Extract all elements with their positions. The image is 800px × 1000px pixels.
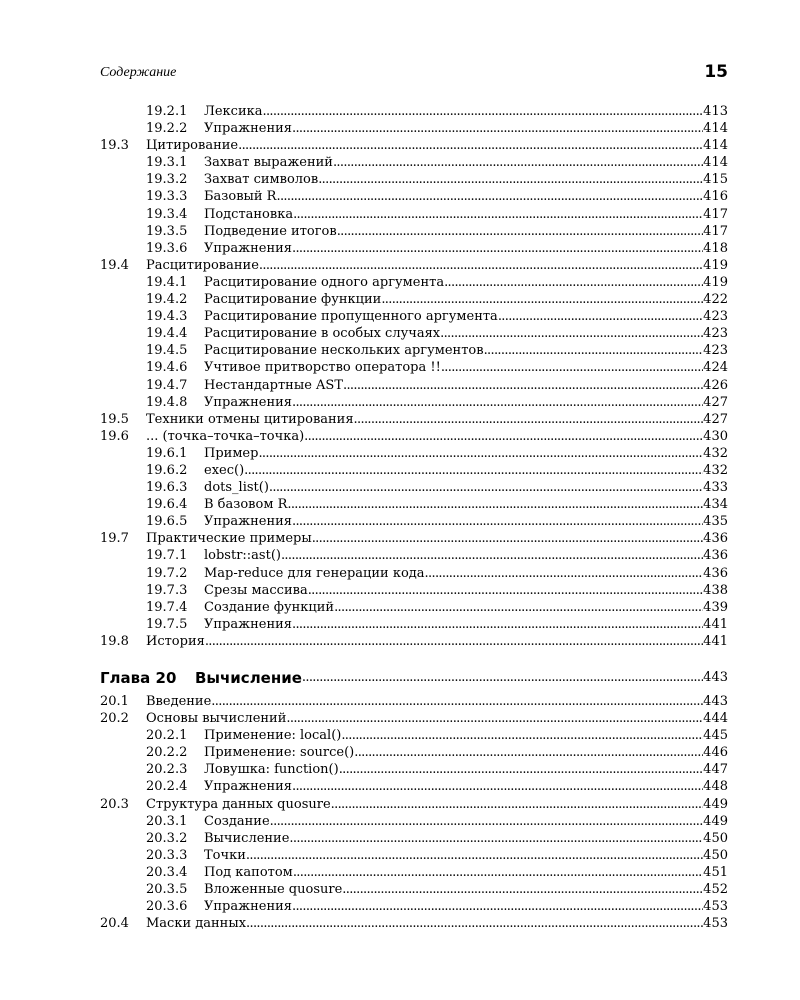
toc-entry-page: 432 bbox=[703, 445, 728, 461]
toc-entry-page: 452 bbox=[703, 882, 728, 898]
toc-entry-number: 19.3.2 bbox=[146, 172, 188, 188]
toc-entry-number: 19.3.5 bbox=[146, 223, 188, 239]
toc-entry[interactable] bbox=[100, 479, 728, 496]
toc-entry-page: 441 bbox=[703, 616, 728, 632]
toc-entry-title: Практические примеры bbox=[146, 531, 312, 547]
toc-entry-title: Расцитирование функции bbox=[204, 292, 382, 308]
toc-entry-page: 423 bbox=[703, 309, 728, 325]
toc-entry-page: 436 bbox=[703, 531, 728, 547]
dot-leader bbox=[211, 693, 703, 710]
toc-entry-number: 19.3.6 bbox=[146, 240, 188, 256]
toc-entry-number: 19.3 bbox=[100, 138, 129, 154]
toc-entry-page: 417 bbox=[703, 206, 728, 222]
toc-entry-line bbox=[146, 915, 728, 932]
toc-entry-page: 446 bbox=[703, 745, 728, 761]
toc-entry-line bbox=[204, 445, 728, 462]
toc-entry-page: 414 bbox=[703, 121, 728, 137]
toc-entry-title: Упражнения bbox=[204, 779, 292, 795]
toc-entry-number: 20.3.6 bbox=[146, 899, 188, 915]
toc-entry-page: 426 bbox=[703, 377, 728, 393]
toc-entry[interactable] bbox=[100, 462, 728, 479]
toc-entry-title: Нестандартные AST bbox=[204, 377, 343, 393]
toc-entry-line bbox=[204, 830, 728, 847]
toc-entry[interactable] bbox=[100, 394, 728, 411]
toc-entry-line bbox=[204, 761, 728, 778]
toc-entry-page: 451 bbox=[703, 864, 728, 880]
page-number: 15 bbox=[704, 62, 728, 82]
toc-entry-page: 424 bbox=[703, 360, 728, 376]
toc-entry-number: 20.3.3 bbox=[146, 847, 188, 863]
toc-entry[interactable] bbox=[100, 565, 728, 582]
toc-entry[interactable] bbox=[100, 206, 728, 223]
toc-entry-line bbox=[204, 274, 728, 291]
toc-entry-number: 20.4 bbox=[100, 916, 129, 932]
toc-entry[interactable] bbox=[100, 240, 728, 257]
dot-leader bbox=[337, 223, 703, 240]
dot-leader bbox=[308, 582, 703, 599]
toc-entry-line bbox=[146, 710, 728, 727]
toc-entry-page: 448 bbox=[703, 779, 728, 795]
toc-entry-page: 436 bbox=[703, 565, 728, 581]
toc-entry-line bbox=[204, 462, 728, 479]
toc-entry-page: 445 bbox=[703, 728, 728, 744]
toc-entry-line bbox=[204, 206, 728, 223]
toc-entry-title: Техники отмены цитирования bbox=[146, 411, 354, 427]
toc-entry[interactable] bbox=[100, 223, 728, 240]
toc-entry-line bbox=[204, 325, 728, 342]
toc-entry-number: 19.4.8 bbox=[146, 394, 188, 410]
toc-entry-line bbox=[195, 667, 728, 689]
toc-entry-number: 19.4.4 bbox=[146, 326, 188, 342]
toc-entry-number: 19.5 bbox=[100, 411, 129, 427]
toc-entry-title: Map-reduce для генерации кода bbox=[204, 565, 425, 581]
toc-entry-line bbox=[204, 291, 728, 308]
toc-entry-number: 20.2.3 bbox=[146, 762, 188, 778]
toc-entry-title: Лексика bbox=[204, 104, 263, 119]
toc-entry-number: 19.7.5 bbox=[146, 616, 188, 632]
dot-leader bbox=[286, 710, 703, 727]
toc-entry[interactable] bbox=[100, 137, 728, 154]
toc-entry-line bbox=[204, 864, 728, 881]
dot-leader bbox=[292, 616, 703, 633]
dot-leader bbox=[302, 667, 703, 689]
toc-entry[interactable] bbox=[100, 898, 728, 915]
running-title: Содержание bbox=[100, 65, 177, 80]
toc-entry-page: 418 bbox=[703, 240, 728, 256]
dot-leader bbox=[292, 240, 703, 257]
toc-entry-page: 434 bbox=[703, 497, 728, 513]
toc-entry-number: 20.3.2 bbox=[146, 830, 188, 846]
toc-entry-number: 20.2.1 bbox=[146, 728, 188, 744]
toc-entry[interactable] bbox=[100, 359, 728, 376]
toc-entry-page: 441 bbox=[703, 633, 728, 649]
toc-entry-number: 19.4.2 bbox=[146, 292, 188, 308]
toc-entry[interactable] bbox=[100, 796, 728, 813]
toc-entry-line bbox=[204, 377, 728, 394]
toc-entry[interactable] bbox=[100, 778, 728, 795]
toc-entry-page: 439 bbox=[703, 599, 728, 615]
toc-entry[interactable] bbox=[100, 582, 728, 599]
toc-entry-title: ... (точка–точка–точка) bbox=[146, 428, 305, 444]
toc-entry-number: 20.2.4 bbox=[146, 779, 188, 795]
toc-entry[interactable] bbox=[100, 693, 728, 710]
toc-entry-title: Создание bbox=[204, 813, 270, 829]
toc-entry-number: 19.8 bbox=[100, 633, 129, 649]
toc-entry-line bbox=[146, 693, 728, 710]
toc-entry-title: Вложенные quosure bbox=[204, 882, 343, 898]
dot-leader bbox=[342, 881, 703, 898]
toc-entry-number: 19.2.1 bbox=[146, 104, 188, 119]
dot-leader bbox=[333, 154, 703, 171]
toc-entry-title: Базовый R bbox=[204, 189, 277, 205]
page-header bbox=[100, 62, 728, 86]
toc-entry-line bbox=[204, 727, 728, 744]
dot-leader bbox=[354, 411, 704, 428]
chapter-title: Вычисление bbox=[195, 669, 302, 687]
toc-entry[interactable] bbox=[100, 513, 728, 530]
toc-entry[interactable] bbox=[100, 496, 728, 513]
toc-entry-title: Упражнения bbox=[204, 394, 292, 410]
toc-entry-number: 20.3 bbox=[100, 796, 129, 812]
toc-entry-number: 19.7.3 bbox=[146, 582, 188, 598]
toc-section-20 bbox=[100, 693, 728, 932]
dot-leader bbox=[244, 462, 703, 479]
toc-entry-line bbox=[146, 137, 728, 154]
dot-leader bbox=[343, 377, 703, 394]
toc-entry-line bbox=[146, 530, 728, 547]
toc-entry-title: Создание функций bbox=[204, 599, 335, 615]
toc-entry-number: 20.3.1 bbox=[146, 813, 188, 829]
toc-entry-page: 430 bbox=[703, 428, 728, 444]
dot-leader bbox=[292, 394, 703, 411]
toc-entry-number: 19.4.6 bbox=[146, 360, 188, 376]
toc-entry[interactable] bbox=[100, 103, 728, 120]
dot-leader bbox=[289, 830, 703, 847]
toc-entry-line bbox=[204, 240, 728, 257]
toc-entry[interactable] bbox=[100, 342, 728, 359]
toc-entry-title: Упражнения bbox=[204, 514, 292, 530]
toc-entry-line bbox=[204, 223, 728, 240]
toc-entry-number: 19.3.3 bbox=[146, 189, 188, 205]
toc-entry-title: Срезы массива bbox=[204, 582, 308, 598]
toc-entry-title: Расцитирование пропущенного аргумента bbox=[204, 309, 498, 325]
toc-entry-number: 20.1 bbox=[100, 694, 129, 709]
dot-leader bbox=[381, 291, 703, 308]
toc-entry-number: 19.2.2 bbox=[146, 121, 188, 137]
chapter-label: Глава 20 bbox=[100, 669, 177, 687]
toc-entry-number: 19.6.1 bbox=[146, 445, 188, 461]
toc-entry-title: Применение: source() bbox=[204, 745, 355, 761]
dot-leader bbox=[276, 188, 703, 205]
toc-entry-title: Пример bbox=[204, 445, 259, 461]
dot-leader bbox=[246, 847, 703, 864]
toc-entry-title: Упражнения bbox=[204, 240, 292, 256]
dot-leader bbox=[258, 445, 703, 462]
toc-entry-page: 435 bbox=[703, 514, 728, 530]
toc-entry-page: 449 bbox=[703, 813, 728, 829]
dot-leader bbox=[312, 530, 703, 547]
toc-entry-number: 19.4.5 bbox=[146, 343, 188, 359]
toc-entry-page: 438 bbox=[703, 582, 728, 598]
toc-entry-line bbox=[204, 308, 728, 325]
toc-chapter-20[interactable] bbox=[100, 667, 728, 689]
toc-entry[interactable] bbox=[100, 616, 728, 633]
toc-entry-page: 443 bbox=[703, 694, 728, 709]
toc-entry-line bbox=[204, 778, 728, 795]
toc-entry-line bbox=[204, 342, 728, 359]
toc-entry[interactable] bbox=[100, 599, 728, 616]
toc-entry-page: 413 bbox=[703, 104, 728, 119]
toc-entry[interactable] bbox=[100, 727, 728, 744]
toc-entry-line bbox=[204, 813, 728, 830]
dot-leader bbox=[246, 915, 703, 932]
dot-leader bbox=[484, 342, 704, 359]
toc-entry-number: 19.7.4 bbox=[146, 599, 188, 615]
toc-entry-page: 423 bbox=[703, 326, 728, 342]
toc-entry-line bbox=[204, 171, 728, 188]
toc-entry-page: 453 bbox=[703, 916, 728, 932]
toc-entry[interactable] bbox=[100, 847, 728, 864]
toc-entry[interactable] bbox=[100, 411, 728, 428]
toc-entry-number: 19.6.4 bbox=[146, 497, 188, 513]
toc-entry-title: Ловушка: function() bbox=[204, 762, 339, 778]
toc-entry-line bbox=[204, 582, 728, 599]
dot-leader bbox=[339, 761, 703, 778]
dot-leader bbox=[238, 137, 703, 154]
dot-leader bbox=[205, 633, 703, 650]
toc-entry-line bbox=[204, 479, 728, 496]
toc-entry[interactable] bbox=[100, 274, 728, 291]
toc-entry[interactable] bbox=[100, 633, 728, 650]
toc-entry-page: 436 bbox=[703, 548, 728, 564]
toc-entry-title: Точки bbox=[204, 847, 246, 863]
toc-entry-page: 433 bbox=[703, 480, 728, 496]
toc-entry-page: 453 bbox=[703, 899, 728, 915]
toc-entry[interactable] bbox=[100, 120, 728, 137]
toc-entry-title: dots_list() bbox=[204, 480, 269, 496]
toc-entry-page: 427 bbox=[703, 411, 728, 427]
toc-entry-number: 19.7.2 bbox=[146, 565, 188, 581]
toc-entry-number: 19.6.5 bbox=[146, 514, 188, 530]
toc-entry-title: exec() bbox=[204, 462, 245, 478]
toc-entry[interactable] bbox=[100, 428, 728, 445]
dot-leader bbox=[292, 513, 703, 530]
toc-entry-number: 19.6.3 bbox=[146, 480, 188, 496]
dot-leader bbox=[498, 308, 703, 325]
toc-entry-number: 19.7.1 bbox=[146, 548, 188, 564]
toc-entry-title: Вычисление bbox=[204, 830, 290, 846]
toc-entry-line bbox=[204, 496, 728, 513]
toc-entry-number: 19.4 bbox=[100, 257, 129, 273]
toc-entry-page: 414 bbox=[703, 155, 728, 171]
toc-entry-page: 414 bbox=[703, 138, 728, 154]
dot-leader bbox=[293, 206, 703, 223]
dot-leader bbox=[292, 898, 703, 915]
toc-entry-title: Структура данных quosure bbox=[146, 796, 331, 812]
toc-entry-line bbox=[204, 120, 728, 137]
toc-entry-page: 419 bbox=[703, 274, 728, 290]
dot-leader bbox=[281, 547, 703, 564]
toc-entry-page: 417 bbox=[703, 223, 728, 239]
toc-entry-title: Применение: local() bbox=[204, 728, 342, 744]
toc-entry-number: 19.6.2 bbox=[146, 462, 188, 478]
toc-entry-page: 427 bbox=[703, 394, 728, 410]
toc-entry-number: 20.3.5 bbox=[146, 882, 188, 898]
toc-entry[interactable] bbox=[100, 308, 728, 325]
toc-entry-page: 419 bbox=[703, 257, 728, 273]
dot-leader bbox=[331, 796, 704, 813]
dot-leader bbox=[263, 103, 704, 120]
toc-entry[interactable] bbox=[100, 257, 728, 274]
toc-entry-line bbox=[146, 428, 728, 445]
toc-entry-page: 432 bbox=[703, 462, 728, 478]
toc-entry-line bbox=[204, 847, 728, 864]
dot-leader bbox=[259, 257, 703, 274]
toc-entry-number: 19.4.1 bbox=[146, 274, 188, 290]
toc-entry-line bbox=[146, 633, 728, 650]
dot-leader bbox=[287, 496, 703, 513]
toc-entry-number: 20.2 bbox=[100, 711, 129, 727]
toc-entry-number: 19.7 bbox=[100, 531, 129, 547]
toc-entry-title: Расцитирование bbox=[146, 257, 259, 273]
toc-entry[interactable] bbox=[100, 154, 728, 171]
toc-entry-page: 423 bbox=[703, 343, 728, 359]
toc-entry-page: 449 bbox=[703, 796, 728, 812]
dot-leader bbox=[341, 727, 703, 744]
toc-entry[interactable] bbox=[100, 813, 728, 830]
toc-entry-line bbox=[204, 616, 728, 633]
toc-entry-title: lobstr::ast() bbox=[204, 548, 281, 564]
toc-entry-title: Упражнения bbox=[204, 121, 292, 137]
toc-entry-line bbox=[204, 547, 728, 564]
toc-entry-page: 416 bbox=[703, 189, 728, 205]
toc-entry-line bbox=[146, 411, 728, 428]
toc-entry-title: Основы вычислений bbox=[146, 711, 287, 727]
dot-leader bbox=[318, 171, 703, 188]
toc-entry-number: 20.2.2 bbox=[146, 745, 188, 761]
toc-entry-title: История bbox=[146, 633, 205, 649]
dot-leader bbox=[354, 744, 703, 761]
toc-entry-title: В базовом R bbox=[204, 497, 288, 513]
dot-leader bbox=[304, 428, 703, 445]
toc-entry[interactable] bbox=[100, 547, 728, 564]
toc-entry-line bbox=[146, 257, 728, 274]
toc-entry-line bbox=[204, 188, 728, 205]
dot-leader bbox=[334, 599, 703, 616]
dot-leader bbox=[293, 864, 703, 881]
toc-entry-line bbox=[204, 394, 728, 411]
toc-entry-line bbox=[146, 796, 728, 813]
toc-entry-title: Расцитирование в особых случаях bbox=[204, 326, 441, 342]
dot-leader bbox=[440, 325, 703, 342]
toc-entry-title: Под капотом bbox=[204, 864, 293, 880]
toc-entry-page: 444 bbox=[703, 711, 728, 727]
dot-leader bbox=[425, 565, 704, 582]
toc-entry[interactable] bbox=[100, 325, 728, 342]
toc-entry-title: Захват выражений bbox=[204, 155, 333, 171]
dot-leader bbox=[292, 778, 703, 795]
toc-entry[interactable] bbox=[100, 744, 728, 761]
toc-entry[interactable] bbox=[100, 445, 728, 462]
toc-entry-title: Цитирование bbox=[146, 138, 239, 154]
toc-entry-number: 19.3.4 bbox=[146, 206, 188, 222]
toc-entry[interactable] bbox=[100, 710, 728, 727]
toc-entry[interactable] bbox=[100, 864, 728, 881]
toc-entry[interactable] bbox=[100, 530, 728, 547]
toc-entry-page: 422 bbox=[703, 292, 728, 308]
toc-entry-number: 19.4.3 bbox=[146, 309, 188, 325]
toc-entry-title: Подведение итогов bbox=[204, 223, 337, 239]
toc-entry-title: Подстановка bbox=[204, 206, 294, 222]
toc-entry-line bbox=[204, 599, 728, 616]
toc-entry-line bbox=[204, 103, 728, 120]
toc-entry-page: 450 bbox=[703, 847, 728, 863]
toc-entry-page: 450 bbox=[703, 830, 728, 846]
toc-entry-line bbox=[204, 881, 728, 898]
dot-leader bbox=[270, 813, 704, 830]
toc-entry-title: Введение bbox=[146, 694, 212, 709]
toc-entry-line bbox=[204, 513, 728, 530]
toc-entry[interactable] bbox=[100, 188, 728, 205]
toc-entry[interactable] bbox=[100, 377, 728, 394]
dot-leader bbox=[269, 479, 703, 496]
toc-entry-title: Упражнения bbox=[204, 616, 292, 632]
toc-entry-line bbox=[204, 744, 728, 761]
toc-entry-number: 19.4.7 bbox=[146, 377, 188, 393]
toc-entry[interactable] bbox=[100, 291, 728, 308]
toc-entry-number: 20.3.4 bbox=[146, 864, 188, 880]
dot-leader bbox=[441, 359, 703, 376]
dot-leader bbox=[292, 120, 703, 137]
toc-entry[interactable] bbox=[100, 171, 728, 188]
toc-entry-title: Учтивое притворство оператора !! bbox=[204, 360, 441, 376]
toc-entry-line bbox=[204, 359, 728, 376]
toc-entry-line bbox=[204, 154, 728, 171]
toc-entry[interactable] bbox=[100, 830, 728, 847]
toc-entry-title: Маски данных bbox=[146, 916, 247, 932]
toc-entry[interactable] bbox=[100, 915, 728, 932]
toc-entry-title: Упражнения bbox=[204, 899, 292, 915]
toc-entry-title: Захват символов bbox=[204, 172, 319, 188]
toc-entry-number: 19.6 bbox=[100, 428, 129, 444]
toc-entry-page: 447 bbox=[703, 762, 728, 778]
toc-entry-page: 415 bbox=[703, 172, 728, 188]
toc-entry-title: Расцитирование нескольких аргументов bbox=[204, 343, 484, 359]
toc-entry[interactable] bbox=[100, 761, 728, 778]
toc-entry-line bbox=[204, 565, 728, 582]
chapter-page: 443 bbox=[703, 670, 728, 685]
toc-entry-number: 19.3.1 bbox=[146, 155, 188, 171]
toc-entry[interactable] bbox=[100, 881, 728, 898]
toc-section-19 bbox=[100, 103, 728, 650]
dot-leader bbox=[444, 274, 703, 291]
table-of-contents bbox=[100, 103, 728, 932]
toc-entry-line bbox=[204, 898, 728, 915]
toc-entry-title: Расцитирование одного аргумента bbox=[204, 274, 445, 290]
